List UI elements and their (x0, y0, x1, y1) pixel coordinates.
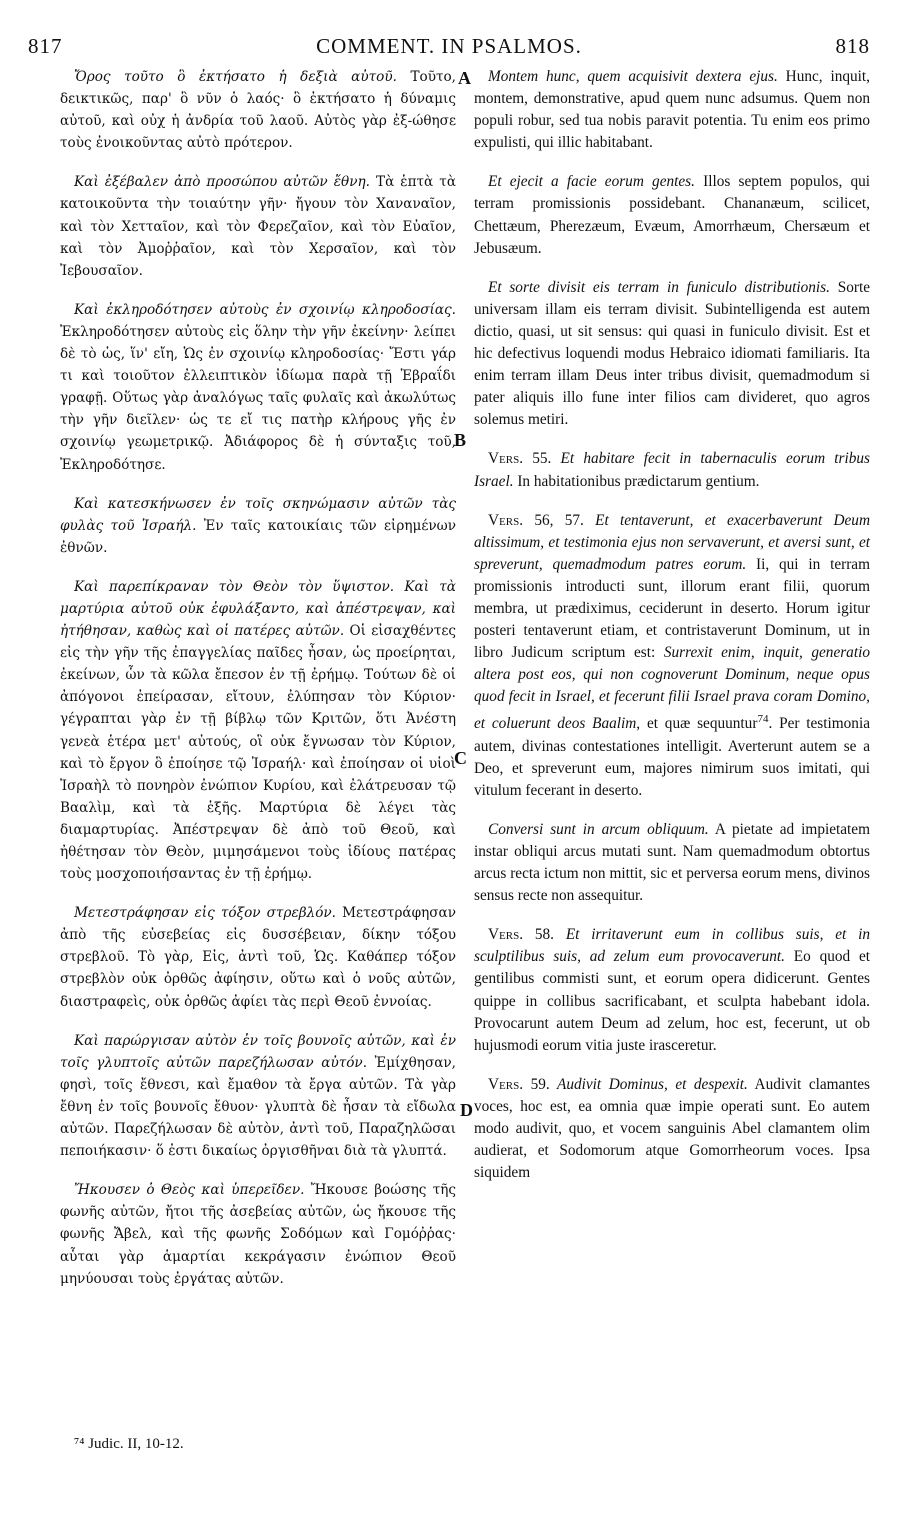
latin-column (474, 66, 870, 1201)
verse-number: Vers. 55. (488, 450, 552, 468)
footnote: ⁷⁴ Judic. II, 10-12. (74, 1436, 184, 1452)
latin-commentary: Eo quod et gentilibus commisti sunt, et eorum opera didicerunt. Gentes quippe in collibus sacrificabant, et sculpta habebant idola. Provocarunt autem Deum ad zelum, hoc est, fecerunt, ut ob hujusmodi eorum vitia juste irasceretur. (474, 948, 870, 1054)
latin-paragraph (474, 448, 870, 492)
latin-lemma: Montem hunc, quem acquisivit dextera ejus. (488, 68, 778, 85)
running-header (28, 34, 870, 64)
right-page-number: 818 (835, 34, 870, 58)
greek-lemma: Καὶ παρώργισαν αὐτὸν ἐν τοῖς βουνοῖς αὐτῶν, καὶ ἐν τοῖς γλυπτοῖς αὐτῶν παρεζήλωσαν αὐτόν. (60, 1032, 456, 1071)
latin-commentary: . Per testimonia autem, divinas contestationes intelligit. Averterunt autem se a Deo, et spreverunt eum, majores nimirum suos imitati, qui vitulum fecerant in deserto. (474, 715, 870, 799)
greek-commentary: Ἐν ταῖς κατοικίαις τῶν εἰρημένων ἐθνῶν. (60, 517, 456, 556)
latin-quotation: Surrexit enim, inquit, generatio altera post eos, qui non cognoverunt Dominum, neque opus quod fecit in Israel, et fecerunt filii Israel prava coram Domino, et coluerunt deos Baalim, (474, 644, 870, 733)
margin-marker-b: B (454, 430, 467, 450)
greek-lemma: Καὶ ἐκληροδότησεν αὐτοὺς ἐν σχοινίῳ κληροδοσίας. (74, 301, 456, 318)
latin-commentary: Illos septem populos, qui terram promissionis possidebant. Chananæum, scilicet, Chettæum, Pherezæum, Evæum, Amorrhæum, Chersæum et Jebusæum. (474, 173, 870, 257)
greek-column (60, 66, 456, 1307)
latin-paragraph (474, 510, 870, 802)
latin-paragraph (474, 66, 870, 154)
greek-commentary: Ἤκουσε βοώσης τῆς φωνῆς αὐτῶν, ἤτοι τῆς ἀσεβείας αὐτῶν, ὡς ἤκουσε τῆς φωνῆς Ἄβελ, καὶ τῆς φωνῆς Σοδόμων καὶ Γομόῤῥας· αὗται γὰρ ἁμαρτίαι κεκράγασιν ἐνώπιον Θεοῦ μηνύουσαι τοὺς ἐργάτας αὐτῶν. (60, 1182, 456, 1287)
greek-paragraph (60, 299, 456, 476)
greek-commentary: Τοῦτο, δεικτικῶς, παρ' ὃ νῦν ὁ λαός· ὃ ἐκτήσατο ἡ δύναμις αὐτοῦ, καὶ οὐχ ἡ ἀνδρία τοῦ λαοῦ. Αὐτὸς γὰρ ἐξ-ώθησε τοὺς ἐνοικοῦντας αὐτὸ πρότερον. (60, 69, 456, 152)
margin-marker-a: A (458, 68, 471, 88)
greek-lemma: Ὄρος τοῦτο ὃ ἐκτήσατο ἡ δεξιὰ αὐτοῦ. (74, 69, 397, 85)
left-page-number: 817 (28, 34, 63, 58)
latin-commentary: Audivit clamantes voces, hoc est, ea omnia quæ impie operati sunt. Eo autem modo audivit, quo, et vocem sanguinis Abel clamantem olim audierat, et Sodomorum atque Gomorrheorum voces. Ipsa siquidem (474, 1075, 870, 1182)
greek-commentary: Μετεστράφησαν ἀπὸ τῆς εὐσεβείας εἰς δυσσέβειαν, δίκην τόξου στρεβλοῦ. Τὸ γὰρ, Εἰς, ἀντὶ τοῦ, Ὡς. Καθάπερ τόξον στρεβλὸν οὐκ ὀρθῶς ἀφίησιν, οὕτω καὶ ὁ νοῦς αὐτῶν, διαστραφεὶς, οὐκ ὀρθῶς ἀφίει τὰς περὶ Θεοῦ ἐννοίας. (60, 905, 456, 1010)
latin-paragraph (474, 171, 870, 259)
verse-number: Vers. 58. (488, 926, 554, 944)
greek-lemma: Μετεστράφησαν εἰς τόξον στρεβλόν. (74, 905, 336, 922)
verse-number: Vers. 56, 57. (488, 511, 584, 529)
latin-paragraph (474, 924, 870, 1057)
greek-commentary: Ἐμίχθησαν, φησὶ, τοῖς ἔθνεσι, καὶ ἔμαθον τὰ ἔργα αὐτῶν. Τὰ γὰρ ἔθνη ἐν τοῖς βουνοῖς ἔθυον· γλυπτὰ δὲ ἦσαν τὰ εἴδωλα αὐτῶν. Παρεζήλωσαν δὲ αὐτὸν, ἀντὶ τοῦ, Παραζηλῶσαι πεποιήκασιν· ὅ ἐστι δικαίως ὀργισθῆναι διὰ τὰ γλυπτά. (60, 1054, 456, 1160)
latin-paragraph (474, 277, 870, 432)
running-title: COMMENT. IN PSALMOS. (316, 34, 582, 58)
greek-lemma: Καὶ κατεσκήνωσεν ἐν τοῖς σκηνώμασιν αὐτῶν τὰς φυλὰς τοῦ Ἰσραήλ. (60, 495, 456, 534)
greek-paragraph (60, 1179, 456, 1289)
latin-lemma: Et sorte divisit eis terram in funiculo distributionis. (488, 278, 830, 296)
margin-marker-c: C (454, 748, 467, 768)
footnote-reference: 74 (757, 713, 769, 726)
greek-paragraph (60, 902, 456, 1012)
greek-paragraph (60, 493, 456, 559)
latin-paragraph (474, 819, 870, 907)
latin-lemma: Et ejecit a facie eorum gentes. (488, 173, 695, 191)
greek-commentary: Τὰ ἑπτὰ τὰ κατοικοῦντα τὴν τοιαύτην γῆν· ἤγουν τὸν Χαναναῖον, καὶ τὸν Χετταῖον, καὶ τὸν Φερεζαῖον, καὶ τὸν Εὐαῖον, καὶ τὸν Ἀμοῤῥαῖον, καὶ τὸν Χερσαῖον, καὶ τὸν Ἰεβουσαῖον. (60, 174, 456, 279)
latin-lemma: Conversi sunt in arcum obliquum. (488, 820, 709, 838)
latin-lemma: Et tentaverunt, et exacerbaverunt Deum altissimum, et testimonia ejus non servaverunt, et aversi sunt, et spreverunt, quemadmodum patres eorum. (474, 511, 870, 573)
latin-commentary: Ii, qui in terram promissionis introducti sunt, illorum erant filii, quorum membra, ut prædiximus, ceciderunt in deserto. Horum igitur posteri tentaverunt etiam, et contristaverunt Dominum, ut in libro Judicum scriptum est: (474, 555, 870, 662)
latin-paragraph (474, 1074, 870, 1184)
greek-paragraph (60, 66, 456, 154)
greek-lemma: Καὶ ἐξέβαλεν ἀπὸ προσώπου αὐτῶν ἔθνη. (74, 174, 370, 191)
greek-paragraph (60, 1030, 456, 1163)
latin-commentary: Hunc, inquit, montem, demonstrative, apud quem nunc adsumus. Quem non populi robur, sed tua nobis paravit potentia. Tu enim eos primo expulisti, qui illic habitabant. (474, 68, 870, 152)
latin-lemma: Audivit Dominus, et despexit. (549, 1075, 748, 1093)
greek-commentary: Οἱ εἰσαχθέντες εἰς τὴν γῆν τῆς ἐπαγγελίας παῖδες ἦσαν, ὡς προείρηται, ἐκείνων, ὧν τὰ κῶλα ἔπεσον ἐν τῇ ἐρήμῳ. Τούτων δὲ οἱ ἀπόγονοι ἐπείρασαν, εἴτουν, ἐλύπησαν τὸν Κύριον· γέγραπται γὰρ ἐν τῇ βίβλῳ τῶν Κριτῶν, ὅτι Ἀνέστη γενεὰ ἑτέρα μετ' αὐτούς, οἳ οὐκ ἔγνωσαν τὸν Κύριον, καὶ τὸ ἔργον ὃ ἐποίησε τῷ Ἰσραήλ· καὶ ἐποίησαν οἱ υἱοὶ Ἰσραὴλ τὸ πονηρὸν ἐνώπιον Κυρίου, καὶ ἐλάτρευσαν τῷ Βααλὶμ, καὶ τὰ ἑξῆς. Μαρτύρια δὲ λέγει τὰς διαμαρτυρίας. Ἀπέστρεψαν δὲ ἀπὸ τοῦ Θεοῦ, καὶ ἠθέτησαν τὸν Θεὸν, μιμησάμενοι τοὺς ἰδίους πατέρας τοὺς μοσχοποιήσαντας ἐν τῇ ἐρήμῳ. (60, 623, 456, 883)
latin-lemma: Et irritaverunt eum in collibus suis, et in sculptilibus suis, ad zelum eum provocaverunt. (474, 926, 870, 966)
latin-commentary: et quæ sequuntur (640, 715, 758, 733)
latin-commentary: In habitationibus prædictarum gentium. (513, 472, 760, 490)
margin-marker-d: D (460, 1100, 473, 1120)
latin-commentary: A pietate ad impietatem instar obliqui arcus mutati sunt. Nam quemadmodum obtortus arcus recta ictum non mittit, sic et perversa eorum mens, divinos sensus recte non assequitur. (474, 820, 870, 905)
greek-paragraph (60, 576, 456, 885)
greek-commentary: Ἐκληροδότησεν αὐτοὺς εἰς ὅλην τὴν γῆν ἐκείνην· λείπει δὲ τὸ ὡς, ἵν' εἴη, Ὡς ἐν σχοινίῳ κληροδοσίας· Ἔστι γάρ τι καὶ τοιοῦτον ἐλλειπτικὸν ἰδίωμα παρὰ τῇ Ἑβραΐδι γραφῇ. Οὕτως γὰρ ἀναλόγως ταῖς φυλαῖς καὶ ἀκωλύτως τὴν γῆν διεῖλεν· ὡς τε εἴ τις πατὴρ κλήρους γῆς ἐν σχοινίῳ γεωμετρικῷ. Ἀδιάφορος δὲ ἡ σύνταξις τοῦ, Ἐκληροδότησε. (60, 323, 456, 473)
greek-paragraph (60, 171, 456, 281)
greek-lemma: Ἤκουσεν ὁ Θεὸς καὶ ὑπερεῖδεν. (74, 1182, 305, 1199)
greek-lemma: Καὶ παρεπίκραναν τὸν Θεὸν τὸν ὕψιστον. Καὶ τὰ μαρτύρια αὐτοῦ οὐκ ἐφυλάξαντο, καὶ ἀπέστρεψαν, καὶ ἠτήθησαν, καθὼς καὶ οἱ πατέρες αὐτῶν. (60, 578, 456, 640)
latin-lemma: Et habitare fecit in tabernaculis eorum tribus Israel. (474, 450, 870, 490)
verse-number: Vers. 59. (488, 1075, 550, 1093)
latin-commentary: Sorte universam illam eis terram divisit. Subintelligenda est autem dictio, quasi, ut sit sensus: qui quasi in funiculo divisit. Est et hic defectivus loquendi modus Hebraico idiomati familiaris. Ita enim terram illam Deus inter tribus divisit, quemadmodum si pater aliquis illo fune inter filios cam divideret, quo agros solemus metiri. (474, 278, 870, 429)
